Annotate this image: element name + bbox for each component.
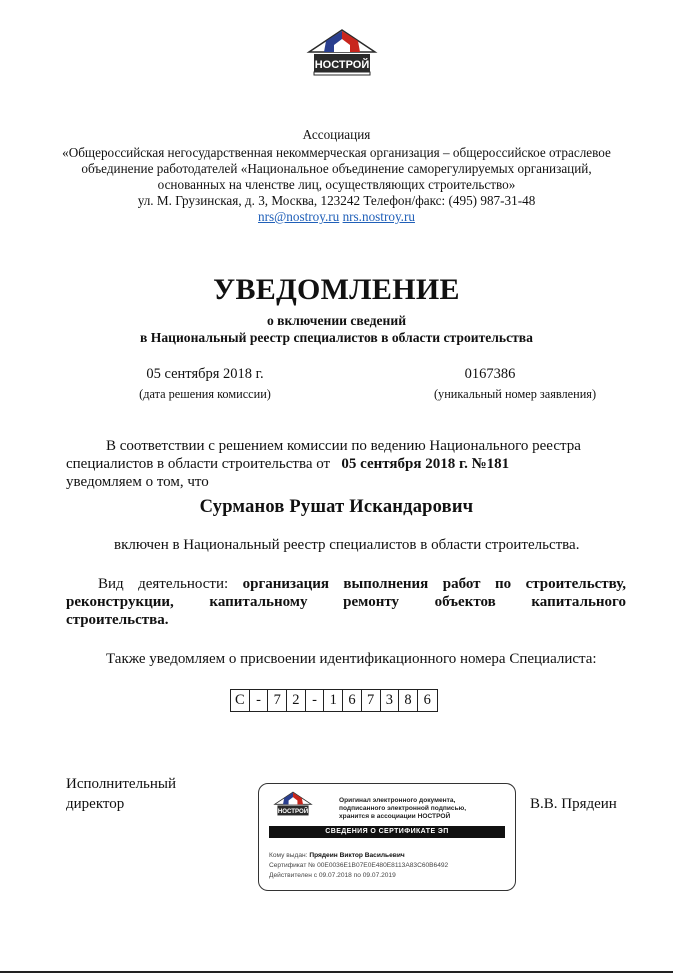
org-name-line1: «Общероссийская негосударственная некоммерческая организация – общероссийское отраслевое [62, 145, 611, 160]
id-cell: 6 [343, 690, 362, 711]
included-text: включен в Национальный реестр специалистов в области строительства. [114, 537, 580, 553]
subtitle-line2: в Национальный реестр специалистов в области строительства [140, 330, 533, 345]
body-line2-text: специалистов в области строительства от [66, 456, 331, 472]
decision-date: 05 сентября 2018 г. [146, 366, 264, 382]
id-cell: - [250, 690, 269, 711]
commission-decision: 05 сентября 2018 г. №181 [341, 456, 510, 472]
stamp-logo-text: НОСТРОЙ [277, 808, 309, 816]
org-address: ул. М. Грузинская, д. 3, Москва, 123242 Телефон/факс: (495) 987-31-48 [137, 193, 536, 208]
org-name-line3: основанных на членстве лиц, осуществляющих строительство» [157, 177, 516, 192]
id-notice: Также уведомляем о присвоении идентификационного номера Специалиста: [106, 651, 597, 667]
id-cell: 7 [268, 690, 287, 711]
application-number: 0167386 [464, 366, 516, 382]
id-cell: С [231, 690, 250, 711]
body-line1: В соответствии с решением комиссии по ведению Национального реестра [106, 438, 581, 454]
signer-position-line1: Исполнительный [66, 776, 177, 792]
activity-line1 [98, 575, 626, 593]
org-name-line2: объединение работодателей «Национальное объединение саморегулируемых организаций, [81, 161, 592, 176]
site-link[interactable]: nrs.nostroy.ru [342, 209, 415, 224]
nostroy-logo [306, 28, 378, 82]
body-line3: уведомляем о том, что [66, 474, 209, 490]
e-signature-stamp [258, 783, 516, 891]
stamp-note [339, 797, 504, 821]
issued-name: Прядеин Виктор Васильевич [309, 852, 405, 859]
stamp-issued-to [269, 851, 405, 860]
signer-name: В.В. Прядеин [530, 796, 617, 812]
logo-text: НОСТРОЙ [314, 59, 370, 71]
stamp-validity: Действителен с 09.07.2018 по 09.07.2019 [269, 872, 396, 879]
activity-label: Вид деятельности: [98, 576, 229, 592]
cert-number: 00E0036E1B07E0E480E8113A83C60B6492 [317, 862, 449, 869]
cert-label: Сертификат № [269, 862, 316, 869]
id-cell: 8 [399, 690, 418, 711]
stamp-cert [269, 861, 448, 870]
application-number-caption: (уникальный номер заявления) [433, 387, 597, 401]
id-cell: 2 [287, 690, 306, 711]
page-title: УВЕДОМЛЕНИЕ [213, 273, 460, 306]
org-type: Ассоциация [302, 127, 371, 142]
specialist-id [230, 689, 438, 712]
stamp-note-line2: подписанного электронной подписью, [339, 805, 467, 812]
activity-line3: строительства. [66, 612, 169, 628]
id-cell: 3 [381, 690, 400, 711]
stamp-header-bar: СВЕДЕНИЯ О СЕРТИФИКАТЕ ЭП [269, 826, 505, 838]
decision-date-caption: (дата решения комиссии) [139, 387, 271, 401]
id-cell: 1 [324, 690, 343, 711]
subtitle-line1: о включении сведений [266, 313, 407, 328]
activity-line2: реконструкции, капитальному ремонту объектов капитального [66, 594, 626, 610]
id-cell: 6 [423, 692, 431, 708]
id-cell: - [306, 690, 325, 711]
email-link[interactable]: nrs@nostroy.ru [258, 209, 340, 224]
stamp-logo [273, 791, 313, 821]
signer-position-line2: директор [66, 796, 125, 812]
specialist-name: Сурманов Рушат Искандарович [199, 497, 474, 517]
stamp-note-line3: хранится в ассоциации НОСТРОЙ [339, 813, 451, 820]
page-bottom-border [0, 971, 673, 973]
body-line2 [66, 455, 509, 473]
activity-value-1: организация выполнения работ по строительству, [242, 576, 627, 592]
org-contacts [0, 209, 673, 225]
stamp-note-line1: Оригинал электронного документа, [339, 797, 456, 804]
id-cell: 7 [362, 690, 381, 711]
issued-label: Кому выдан: [269, 852, 308, 859]
